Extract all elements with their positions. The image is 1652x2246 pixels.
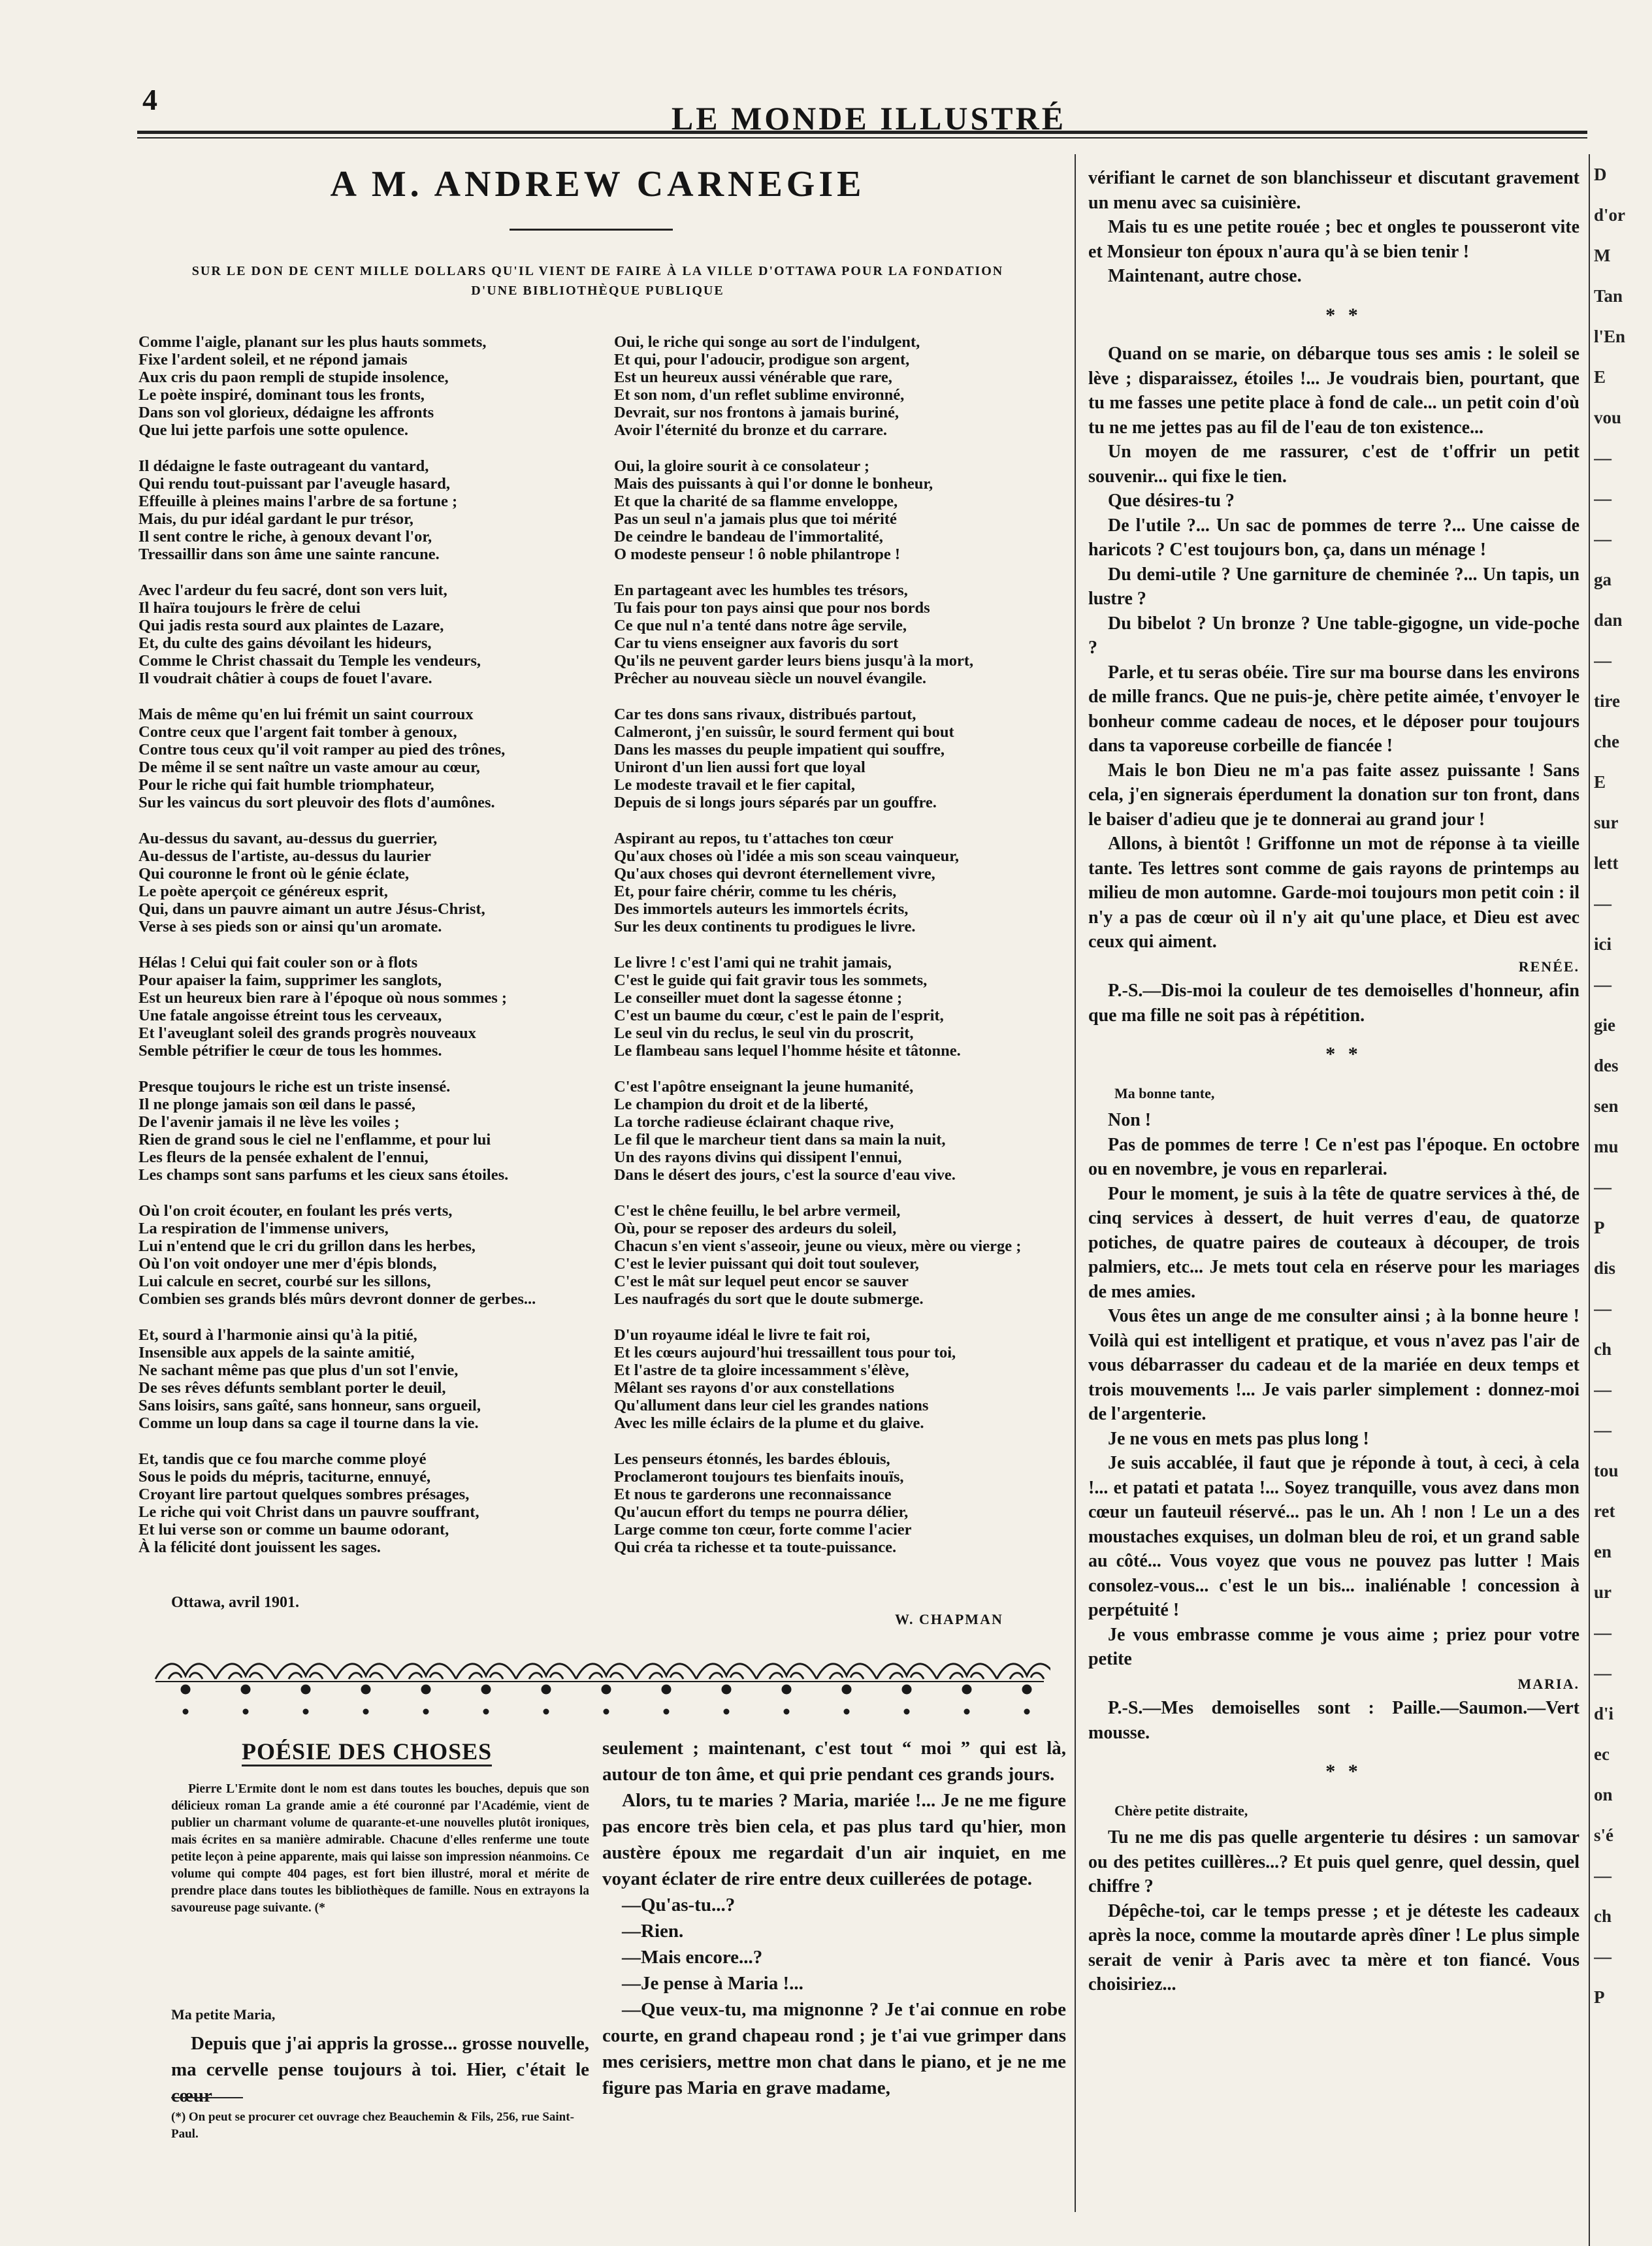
edge-fragment: d'i [1594, 1704, 1614, 1723]
edge-fragment: E [1594, 367, 1606, 387]
poem-line: La torche radieuse éclairant chaque rive, [614, 1113, 894, 1131]
poem-line: Oui, le riche qui songe au sort de l'indulgent, [614, 333, 920, 351]
poem-line: Sans loisirs, sans gaîté, sans honneur, sans orgueil, [138, 1397, 481, 1414]
poem-stanza [138, 1326, 583, 1432]
poem-line: Comme l'aigle, planant sur les plus hauts sommets, [138, 333, 487, 351]
poem-subtitle-line: SUR LE DON DE CENT MILLE DOLLARS QU'IL VIENT DE FAIRE À LA VILLE D'OTTAWA POUR LA FONDATION [191, 264, 1004, 278]
poem-line: Comme un loup dans sa cage il tourne dans la vie. [138, 1414, 479, 1432]
poem-line: Ne sachant même pas que plus d'un sot l'envie, [138, 1361, 459, 1379]
letter-paragraph: P.-S.—Mes demoiselles sont : Paille.—Saumon.—Vert mousse. [1088, 1698, 1579, 1743]
intro-paragraph: Pierre L'Ermite dont le nom est dans toutes les bouches, depuis que son délicieux roman La grande amie a été couronné par l'Académie, vient de publier un charmant volume de quarante-et-une nouvelles plutôt ironiques, mais écrites en sa manière admirable. Chacune d'elles renferme une toute petite leçon à peine apparente, mais qui laisse son impression néanmoins. Ce volume qui compte 404 pages, est fort bien illustré, moral et mérite de prendre place dans toutes les bibliothèques de famille. Nous en extrayons la savoureuse page suivante. (* [171, 1782, 589, 1915]
poem-line: Mais, du pur idéal gardant le pur trésor, [138, 510, 413, 528]
edge-fragment: sen [1594, 1096, 1619, 1116]
edge-fragment: des [1594, 1056, 1619, 1075]
poem-stanza [614, 1450, 1071, 1556]
title-rule [510, 229, 673, 231]
poem-line: Contre ceux que l'argent fait tomber à genoux, [138, 723, 457, 741]
letter-paragraph: Tu ne me dis pas quelle argenterie tu désires : un samovar ou des petites cuillères...? Et puis quel genre, quel dessin, quel chiffre ? [1088, 1827, 1579, 1896]
poem-line: Mais des puissants à qui l'or donne le bonheur, [614, 475, 933, 493]
edge-fragment: mu [1594, 1137, 1619, 1156]
edge-fragment: sur [1594, 813, 1619, 832]
poem-line: Il haïra toujours le frère de celui [138, 599, 361, 617]
edge-fragment: ret [1594, 1501, 1615, 1521]
poem-stanza [138, 706, 583, 811]
poem-line: C'est l'apôtre enseignant la jeune humanité, [614, 1078, 914, 1096]
poem-line: Est un heureux bien rare à l'époque où nous sommes ; [138, 989, 508, 1007]
poem-subtitle [150, 261, 1045, 301]
edge-fragment: — [1594, 975, 1612, 994]
poem-line: La respiration de l'immense univers, [138, 1220, 389, 1237]
edge-fragment: — [1594, 529, 1612, 549]
poem-line: C'est le guide qui fait gravir tous les sommets, [614, 971, 928, 989]
letter-paragraph: Du bibelot ? Un bronze ? Une table-gigogne, un vide-poche ? [1088, 613, 1579, 658]
poem-author: W. CHAPMAN [895, 1611, 1003, 1627]
edge-fragment: dis [1594, 1258, 1616, 1278]
poem-line: Dans son vol glorieux, dédaigne les affronts [138, 404, 434, 421]
letter-paragraph: De l'utile ?... Un sac de pommes de terre ?... Une caisse de haricots ? C'est toujours bon, ça, dans un ménage ! [1088, 515, 1579, 560]
poem-stanza [138, 1202, 583, 1308]
poem-line: Tressaillir dans son âme une sainte rancune. [138, 545, 440, 563]
poem-line: Et nous te garderons une reconnaissance [614, 1486, 892, 1503]
poem-line: Et, tandis que ce fou marche comme ployé [138, 1450, 427, 1468]
poem-line: Il ne plonge jamais son œil dans le passé, [138, 1096, 416, 1113]
poem-line: Presque toujours le riche est un triste insensé. [138, 1078, 451, 1096]
poem-line: Et qui, pour l'adoucir, prodigue son argent, [614, 351, 910, 368]
letter-signature: MARIA. [1517, 1675, 1579, 1692]
poem-line: Devrait, sur nos frontons à jamais buriné, [614, 404, 899, 421]
section-break: * * [1325, 304, 1362, 326]
poem-stanza [138, 830, 583, 936]
poem-line: Rien de grand sous le ciel ne l'enflamme, et pour lui [138, 1131, 491, 1148]
poem-line: Le poète aperçoit ce généreux esprit, [138, 883, 388, 900]
section-break: * * [1325, 1761, 1362, 1782]
poem-right-column [614, 333, 1071, 1574]
letter-paragraph: vérifiant le carnet de son blanchisseur et discutant gravement un menu avec sa cuisinière. [1088, 168, 1579, 213]
poem-line: Lui n'entend que le cri du grillon dans les herbes, [138, 1237, 476, 1255]
poem-line: Le riche qui voit Christ dans un pauvre souffrant, [138, 1503, 479, 1521]
letter-paragraph: Allons, à bientôt ! Griffonne un mot de réponse à ta vieille tante. Tes lettres sont comme de gais rayons de printemps au milieu de mon automne. Garde-moi toujours mon petit coin : il n'y a pas de cœur où il n'y ait qu'une place, et Dieu est avec ceux qui aiment. [1088, 834, 1579, 952]
letter-signature: RENÉE. [1518, 958, 1579, 975]
edge-fragment: E [1594, 772, 1606, 792]
edge-fragment: P [1594, 1218, 1605, 1237]
poem-line: Effeuille à pleines mains l'arbre de sa fortune ; [138, 493, 458, 510]
header-rule [137, 131, 1587, 134]
letter-paragraph: —Rien. [622, 1921, 684, 1942]
poem-line: Au-dessus du savant, au-dessus du guerrier, [138, 830, 438, 847]
edge-fragment: ch [1594, 1906, 1612, 1926]
poem-stanza [614, 581, 1071, 687]
poem-line: Lui calcule en secret, courbé sur les sillons, [138, 1273, 431, 1290]
edge-fragment: che [1594, 732, 1619, 751]
poem-line: Mêlant ses rayons d'or aux constellations [614, 1379, 894, 1397]
poem-line: Large comme ton cœur, forte comme l'acier [614, 1521, 912, 1538]
poem-line: Pas un seul n'a jamais plus que toi mérité [614, 510, 897, 528]
edge-fragment: Tan [1594, 286, 1623, 306]
poem-line: Aspirant au repos, tu t'attaches ton cœur [614, 830, 894, 847]
poem-line: C'est le chêne feuillu, le bel arbre vermeil, [614, 1202, 901, 1220]
poem-line: Le modeste travail et le fier capital, [614, 776, 855, 794]
poem-stanza [614, 333, 1071, 439]
poem-line: Combien ses grands blés mûrs devront donner de gerbes... [138, 1290, 536, 1308]
poem-line: Uniront d'un lien aussi fort que loyal [614, 758, 866, 776]
letter-column-3 [1088, 166, 1579, 1997]
edge-fragment: M [1594, 246, 1611, 265]
poem-line: Une fatale angoisse étreint tous les cerveaux, [138, 1007, 442, 1024]
poem-line: Semble pétrifier le cœur de tous les hommes. [138, 1042, 442, 1060]
edge-fragment: — [1594, 1380, 1612, 1399]
poem-line: Et, pour faire chérir, comme tu les chéris, [614, 883, 897, 900]
letter-paragraph: —Mais encore...? [622, 1947, 763, 1968]
poem-place-date: Ottawa, avril 1901. [171, 1594, 299, 1611]
letter-paragraph: Quand on se marie, on débarque tous ses amis : le soleil se lève ; disparaissez, étoiles !... Je voudrais bien, pourtant, que tu me fasses une petite place à fond de cale... un petit coin d'où tu ne me jettes pas au fil de l'eau de ton existence... [1088, 344, 1579, 438]
poem-line: D'un royaume idéal le livre te fait roi, [614, 1326, 870, 1344]
edge-fragment: ga [1594, 570, 1612, 589]
edge-fragment: dan [1594, 610, 1623, 630]
poem-line: Un des rayons divins qui dissipent l'ennui, [614, 1148, 902, 1166]
letter-paragraph: Non ! [1108, 1110, 1152, 1130]
poem-line: Et les cœurs aujourd'hui tressaillent tous pour toi, [614, 1344, 956, 1361]
edge-fragment: on [1594, 1785, 1613, 1804]
poem-line: Et, du culte des gains dévoilant les hideurs, [138, 634, 432, 652]
poem-line: De l'avenir jamais il ne lève les voiles ; [138, 1113, 400, 1131]
edge-fragment: gie [1594, 1015, 1615, 1035]
poem-line: Car tes dons sans rivaux, distribués partout, [614, 706, 916, 723]
page-number: 4 [142, 83, 157, 116]
letter-paragraph: Un moyen de me rassurer, c'est de t'offrir un petit souvenir... qui fixe le tien. [1088, 442, 1579, 487]
poem-line: Qu'aux choses qui devront éternellement vivre, [614, 865, 935, 883]
poem-line: Les champs sont sans parfums et les cieux sans étoiles. [138, 1166, 509, 1184]
section-intro [171, 1781, 589, 1917]
poem-line: En partageant avec les humbles tes trésors, [614, 581, 908, 599]
letter-paragraph: Que désires-tu ? [1108, 491, 1235, 511]
poem-line: Où l'on voit ondoyer une mer d'épis blonds, [138, 1255, 437, 1273]
poem-line: Et que la charité de sa flamme enveloppe, [614, 493, 898, 510]
edge-fragment: lett [1594, 853, 1619, 873]
edge-fragment: — [1594, 1947, 1612, 1966]
letter-paragraph: Pour le moment, je suis à la tête de quatre services à thé, de cinq services à dessert, de huit verres d'eau, de quatorze potiches, de quatre paires de couteaux à découper, de trois palmiers, etc... Je mets tout cela en réserve pour les mariages de mes amies. [1088, 1183, 1579, 1302]
poem-line: Sur les deux continents tu prodigues le livre. [614, 918, 916, 936]
poem-line: Qu'allument dans leur ciel les grandes nations [614, 1397, 929, 1414]
letter-column-1 [171, 1993, 589, 2109]
letter-paragraph: —Je pense à Maria !... [622, 1973, 803, 1994]
poem-line: De ceindre le bandeau de l'immortalité, [614, 528, 883, 545]
letter-greeting: Ma bonne tante, [1114, 1084, 1215, 1101]
poem-line: Calmeront, j'en suissûr, le sourd ferment qui bout [614, 723, 954, 741]
letter-paragraph: Mais le bon Dieu ne m'a pas faite assez puissante ! Sans cela, j'en signerais éperdument la donation sur ton front, dans le baiser d'adieu que je te donnerai au grand jour ! [1088, 760, 1579, 830]
poem-line: O modeste penseur ! ô noble philantrope ! [614, 545, 901, 563]
section-title [242, 1738, 492, 1765]
letter-paragraph: Parle, et tu seras obéie. Tire sur ma bourse dans les environs de mille francs. Que ne puis-je, chère petite aimée, t'envoyer le bonheur comme cadeau de noces, et le déposer pour toujours dans ta vaporeuse corbeille de fiancée ! [1088, 662, 1579, 756]
edge-fragment: ch [1594, 1339, 1612, 1359]
poem-line: À la félicité dont jouissent les sages. [138, 1538, 381, 1556]
poem-line: Le conseiller muet dont la sagesse étonne ; [614, 989, 903, 1007]
poem-line: Tu fais pour ton pays ainsi que pour nos bords [614, 599, 930, 617]
edge-fragment: — [1594, 1866, 1612, 1885]
adjacent-page-edge [1594, 154, 1652, 2246]
edge-fragment: en [1594, 1542, 1612, 1561]
poem-line: Prêcher au nouveau siècle un nouvel évangile. [614, 670, 926, 687]
poem-stanza [614, 1078, 1071, 1184]
poem-line: Les naufragés du sort que le doute submerge. [614, 1290, 924, 1308]
edge-fragment: — [1594, 1420, 1612, 1440]
poem-line: Pour le riche qui fait humble triomphateur, [138, 776, 434, 794]
poem-line: Et l'aveuglant soleil des grands progrès nouveaux [138, 1024, 476, 1042]
poem-line: Qui couronne le front où le génie éclate, [138, 865, 410, 883]
poem-line: Croyant lire partout quelques sombres présages, [138, 1486, 470, 1503]
poem-line: Dans les masses du peuple impatient qui souffre, [614, 741, 945, 758]
poem-line: Proclameront toujours tes bienfaits inouïs, [614, 1468, 904, 1486]
poem-line: Il dédaigne le faste outrageant du vantard, [138, 457, 429, 475]
poem-line: Sous le poids du mépris, taciturne, ennuyé, [138, 1468, 431, 1486]
poem-line: Et son nom, d'un reflet sublime environné, [614, 386, 905, 404]
poem-line: Ce que nul n'a tenté dans notre âge servile, [614, 617, 907, 634]
poem-stanza [614, 457, 1071, 563]
edge-fragment: D [1594, 165, 1607, 184]
poem-line: Le flambeau sans lequel l'homme hésite et tâtonne. [614, 1042, 961, 1060]
letter-paragraph: Je vous embrasse comme je vous aime ; priez pour votre petite [1088, 1624, 1579, 1669]
poem-stanza [614, 830, 1071, 936]
letter-paragraph: Maintenant, autre chose. [1108, 266, 1302, 286]
edge-fragment: — [1594, 651, 1612, 670]
poem-line: Et l'astre de ta gloire incessamment s'élève, [614, 1361, 909, 1379]
poem-line: Car tu viens enseigner aux favoris du sort [614, 634, 899, 652]
edge-fragment: — [1594, 489, 1612, 508]
decorative-ornament [149, 1653, 1050, 1725]
poem-line: Qu'aux choses où l'idée a mis son sceau vainqueur, [614, 847, 959, 865]
letter-paragraph: Mais tu es une petite rouée ; bec et ongles te pousseront vite et Monsieur ton époux n'aura qu'à se bien tenir ! [1088, 217, 1579, 262]
letter-paragraph: Je ne vous en mets pas plus long ! [1108, 1428, 1369, 1449]
poem-line: Chacun s'en vient s'asseoir, jeune ou vieux, mère ou vierge ; [614, 1237, 1022, 1255]
footnote-rule [171, 2097, 243, 2098]
letter-greeting: Chère petite distraite, [1114, 1802, 1248, 1819]
poem-stanza [138, 1450, 583, 1556]
poem-stanza [614, 954, 1071, 1060]
poem-line: Il voudrait châtier à coups de fouet l'avare. [138, 670, 432, 687]
poem-line: Et lui verse son or comme un baume odorant, [138, 1521, 449, 1538]
letter-paragraph: —Qu'as-tu...? [622, 1895, 736, 1915]
poem-title: A M. ANDREW CARNEGIE [330, 164, 866, 204]
edge-fragment: d'or [1594, 205, 1626, 225]
poem-line: Est un heureux aussi vénérable que rare, [614, 368, 892, 386]
edge-fragment: — [1594, 1623, 1612, 1642]
poem-stanza [138, 581, 583, 687]
footnote: (*) On peut se procurer cet ouvrage chez Beauchemin & Fils, 256, rue Saint-Paul. [171, 2110, 574, 2141]
poem-line: Aux cris du paon rempli de stupide insolence, [138, 368, 449, 386]
poem-line: Pour apaiser la faim, supprimer les sanglots, [138, 971, 442, 989]
poem-stanza [614, 1202, 1071, 1308]
edge-fragment: — [1594, 1299, 1612, 1318]
poem-line: Sur les vaincus du sort pleuvoir des flots d'aumônes. [138, 794, 495, 811]
letter-paragraph: Pas de pommes de terre ! Ce n'est pas l'époque. En octobre ou en novembre, je vous en reparlerai. [1088, 1134, 1579, 1179]
poem-line: Il sent contre le riche, à genoux devant l'or, [138, 528, 432, 545]
poem-line: Qu'aucun effort du temps ne pourra délier, [614, 1503, 909, 1521]
poem-stanza [138, 333, 583, 439]
poem-line: Avoir l'éternité du bronze et du carrare. [614, 421, 887, 439]
section-title-text: POÉSIE DES CHOSES [242, 1738, 492, 1766]
poem-line: Des immortels auteurs les immortels écrits, [614, 900, 909, 918]
column-separator [1075, 154, 1076, 2212]
letter-paragraph: Depuis que j'ai appris la grosse... grosse nouvelle, ma cervelle pense toujours à toi. Hier, c'était le cœur [171, 2033, 589, 2106]
poem-line: Le livre ! c'est l'ami qui ne trahit jamais, [614, 954, 892, 971]
edge-fragment: tire [1594, 691, 1620, 711]
poem-left-column [138, 333, 583, 1574]
edge-fragment: ec [1594, 1744, 1610, 1764]
poem-line: Fixe l'ardent soleil, et ne répond jamais [138, 351, 408, 368]
letter-paragraph: P.-S.—Dis-moi la couleur de tes demoiselles d'honneur, afin que ma fille ne soit pas à répétition. [1088, 981, 1579, 1026]
poem-line: Le fil que le marcheur tient dans sa main la nuit, [614, 1131, 946, 1148]
poem-line: Hélas ! Celui qui fait couler son or à flots [138, 954, 418, 971]
header-rule-thin [137, 137, 1587, 138]
letter-paragraph: —Que veux-tu, ma mignonne ? Je t'ai connue en robe courte, en grand chapeau rond ; je t'ai vue grimper dans mes cerisiers, mettre mon chat dans le piano, et je ne me figure pas Maria en grave madame, [602, 1999, 1066, 2098]
poem-line: Avec les mille éclairs de la plume et du glaive. [614, 1414, 924, 1432]
section-break: * * [1325, 1043, 1362, 1065]
masthead: LE MONDE ILLUSTRÉ [671, 100, 1067, 137]
poem-line: Les penseurs étonnés, les bardes éblouis, [614, 1450, 890, 1468]
poem-line: Mais de même qu'en lui frémit un saint courroux [138, 706, 474, 723]
letter-greeting: Ma petite Maria, [171, 2006, 276, 2023]
poem-line: Où l'on croit écouter, en foulant les prés verts, [138, 1202, 453, 1220]
letter-column-2 [602, 1735, 1066, 2101]
poem-line: Depuis de si longs jours séparés par un gouffre. [614, 794, 937, 811]
letter-paragraph: seulement ; maintenant, c'est tout “ moi ” qui est là, autour de ton âme, et qui prie pendant ces grands jours. [602, 1738, 1066, 1785]
edge-fragment: l'En [1594, 327, 1626, 346]
poem-line: Le seul vin du reclus, le seul vin du proscrit, [614, 1024, 914, 1042]
edge-fragment: — [1594, 448, 1612, 468]
poem-line: Qu'ils ne peuvent garder leurs biens jusqu'à la mort, [614, 652, 974, 670]
poem-line: C'est un baume du cœur, c'est le pain de l'esprit, [614, 1007, 944, 1024]
poem-subtitle-line: D'UNE BIBLIOTHÈQUE PUBLIQUE [471, 284, 724, 298]
poem-line: C'est le mât sur lequel peut encor se sauver [614, 1273, 909, 1290]
letter-paragraph: Alors, tu te maries ? Maria, mariée !... Je ne me figure pas encore très bien cela, et pas plus tard qu'hier, mon austère époux me regardait d'un air inquiet, en me voyant éclater de rire entre deux cuillerées de potage. [602, 1790, 1066, 1889]
poem-line: Qui, dans un pauvre aimant un autre Jésus-Christ, [138, 900, 485, 918]
poem-line: Oui, la gloire sourit à ce consolateur ; [614, 457, 870, 475]
poem-line: Le poète inspiré, dominant tous les fronts, [138, 386, 425, 404]
edge-fragment: P [1594, 1987, 1605, 2007]
poem-line: Dans le désert des jours, c'est la source d'eau vive. [614, 1166, 956, 1184]
poem-line: Insensible aux appels de la sainte amitié, [138, 1344, 415, 1361]
poem-line: Le champion du droit et de la liberté, [614, 1096, 868, 1113]
letter-paragraph: Du demi-utile ? Une garniture de cheminée ?... Un tapis, un lustre ? [1088, 564, 1579, 609]
column-separator [1589, 154, 1590, 2246]
poem-line: De ses rêves défunts semblant porter le deuil, [138, 1379, 446, 1397]
poem-line: Les fleurs de la pensée exhalent de l'ennui, [138, 1148, 429, 1166]
poem-line: Avec l'ardeur du feu sacré, dont son vers luit, [138, 581, 447, 599]
poem-line: Comme le Christ chassait du Temple les vendeurs, [138, 652, 481, 670]
letter-paragraph: Dépêche-toi, car le temps presse ; et je déteste les cadeaux après la noce, comme la moutarde après dîner ! Le plus simple serait de venir à Paris avec ta mère et ton fiancé. Vous choisiriez... [1088, 1900, 1579, 1994]
poem-line: Qui rendu tout-puissant par l'aveugle hasard, [138, 475, 450, 493]
edge-fragment: ur [1594, 1582, 1612, 1602]
poem-line: Qui créa ta richesse et ta toute-puissance. [614, 1538, 897, 1556]
edge-fragment: — [1594, 894, 1612, 913]
edge-fragment: tou [1594, 1461, 1619, 1480]
poem-stanza [138, 1078, 583, 1184]
poem-stanza [138, 954, 583, 1060]
poem-line: De même il se sent naître un vaste amour au cœur, [138, 758, 480, 776]
poem-stanza [614, 1326, 1071, 1432]
poem-line: Au-dessus de l'artiste, au-dessus du laurier [138, 847, 431, 865]
poem-line: Contre tous ceux qu'il voit ramper au pied des trônes, [138, 741, 506, 758]
poem-stanza [614, 706, 1071, 811]
poem-line: Et, sourd à l'harmonie ainsi qu'à la pitié, [138, 1326, 417, 1344]
poem-line: C'est le levier puissant qui doit tout soulever, [614, 1255, 919, 1273]
poem-line: Verse à ses pieds son or ainsi qu'un aromate. [138, 918, 442, 936]
poem-line: Qui jadis resta sourd aux plaintes de Lazare, [138, 617, 444, 634]
letter-paragraph: Je suis accablée, il faut que je réponde à tout, à ceci, à cela !... et patati et patata !... Soyez tranquille, vous avez dans mon cœur un fauteuil réservé... pas le un. Ah ! non ! Le un a des moustaches exquises, un dolman bleu de roi, et un grand sable au côté... Vous voyez que vous ne pouvez pas lutter ! Mais consolez-vous... c'est le un bis... inaliénable ! concession à perpétuité ! [1088, 1453, 1579, 1620]
poem-line: Où, pour se reposer des ardeurs du soleil, [614, 1220, 897, 1237]
edge-fragment: — [1594, 1177, 1612, 1197]
edge-fragment: ici [1594, 934, 1612, 954]
edge-fragment: — [1594, 1663, 1612, 1683]
edge-fragment: s'é [1594, 1825, 1613, 1845]
poem-stanza [138, 457, 583, 563]
letter-paragraph: Vous êtes un ange de me consulter ainsi ; à la bonne heure ! Voilà qui est intelligent et pratique, et vous n'avez pas l'air de vous débarrasser du cadeau et de la mariée en deux temps et trois mouvements !... Je vais parler simplement : donnez-moi de l'argenterie. [1088, 1306, 1579, 1424]
edge-fragment: vou [1594, 408, 1622, 427]
poem-line: Que lui jette parfois une sotte opulence. [138, 421, 409, 439]
